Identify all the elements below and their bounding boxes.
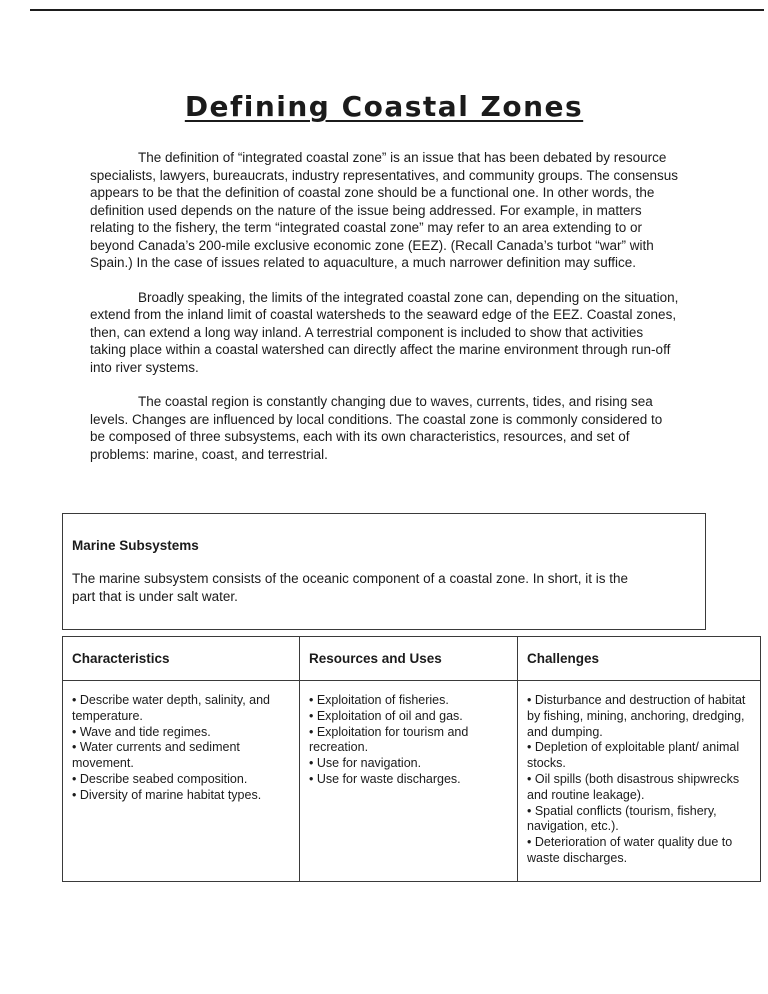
bullet-item: • Use for navigation. bbox=[309, 756, 422, 771]
marine-subsystem-table bbox=[62, 636, 761, 882]
marine-subsystems-heading: Marine Subsystems bbox=[72, 538, 199, 553]
bullet-item: • Disturbance and destruction of habitat by fishing, mining, anchoring, dredging, and dumping. bbox=[527, 693, 746, 739]
page-top-rule bbox=[30, 9, 764, 11]
bullet-item: • Diversity of marine habitat types. bbox=[72, 787, 262, 802]
bullet-item: • Describe water depth, salinity, and temperature. bbox=[72, 693, 270, 723]
bullet-item: • Deterioration of water quality due to waste discharges. bbox=[527, 835, 733, 865]
column-header-challenges: Challenges bbox=[518, 637, 761, 681]
cell-characteristics bbox=[63, 681, 300, 882]
bullet-item: • Spatial conflicts (tourism, fishery, navigation, etc.). bbox=[527, 803, 717, 834]
table-row bbox=[63, 681, 761, 882]
document-title: Defining Coastal Zones bbox=[184, 90, 584, 123]
bullet-item: • Wave and tide regimes. bbox=[72, 724, 211, 739]
bullet-item: • Depletion of exploitable plant/ animal stocks. bbox=[527, 740, 740, 771]
table-header-row bbox=[63, 637, 761, 681]
paragraph-definition: The definition of “integrated coastal zone” is an issue that has been debated by resource specialists, lawyers, bureaucrats, industry representatives, and community groups. The consensus appears to be that the definition of coastal zone should be a functional one. In other words, the definition used depends on the nature of the issue being addressed. For example, in matters relating to the fishery, the term “integrated coastal zone” may refer to an area extending to or beyond Canada’s 200-mile exclusive economic zone (EEZ). (Recall Canada’s turbot “war” with Spain.) In the case of issues related to aquaculture, a much narrower definition may suffice. bbox=[90, 150, 679, 270]
bullet-item: • Use for waste discharges. bbox=[309, 771, 461, 786]
bullet-item: • Exploitation of oil and gas. bbox=[309, 708, 463, 723]
bullet-item: • Exploitation of fisheries. bbox=[309, 693, 449, 707]
column-header-resources-and-uses: Resources and Uses bbox=[300, 637, 518, 681]
bullet-item: • Exploitation for tourism and recreation. bbox=[309, 724, 469, 755]
table-body bbox=[63, 681, 761, 882]
marine-subsystems-description: The marine subsystem consists of the oceanic component of a coastal zone. In short, it is the part that is under salt water. bbox=[72, 571, 629, 604]
marine-subsystems-box bbox=[62, 513, 706, 630]
cell-resources-and-uses bbox=[300, 681, 518, 882]
bullet-item: • Oil spills (both disastrous shipwrecks and routine leakage). bbox=[527, 771, 740, 802]
bullet-item: • Water currents and sediment movement. bbox=[72, 740, 240, 771]
paragraph-limits: Broadly speaking, the limits of the integrated coastal zone can, depending on the situation, extend from the inland limit of coastal watersheds to the seaward edge of the EEZ. Coastal zones, then, can extend a long way inland. A terrestrial component is included to show that activities taking place within a coastal watershed can directly affect the marine environment through run-off into river systems. bbox=[90, 289, 679, 375]
column-header-characteristics: Characteristics bbox=[63, 637, 300, 681]
paragraph-subsystems: The coastal region is constantly changing due to waves, currents, tides, and rising sea levels. Changes are influenced by local conditions. The coastal zone is commonly considered to be composed of three subsystems, each with its own characteristics, resources, and set of problems: marine, coast, and terrestrial. bbox=[90, 394, 663, 462]
cell-challenges bbox=[518, 681, 761, 882]
body-text bbox=[90, 149, 680, 463]
bullet-item: • Describe seabed composition. bbox=[72, 771, 248, 786]
